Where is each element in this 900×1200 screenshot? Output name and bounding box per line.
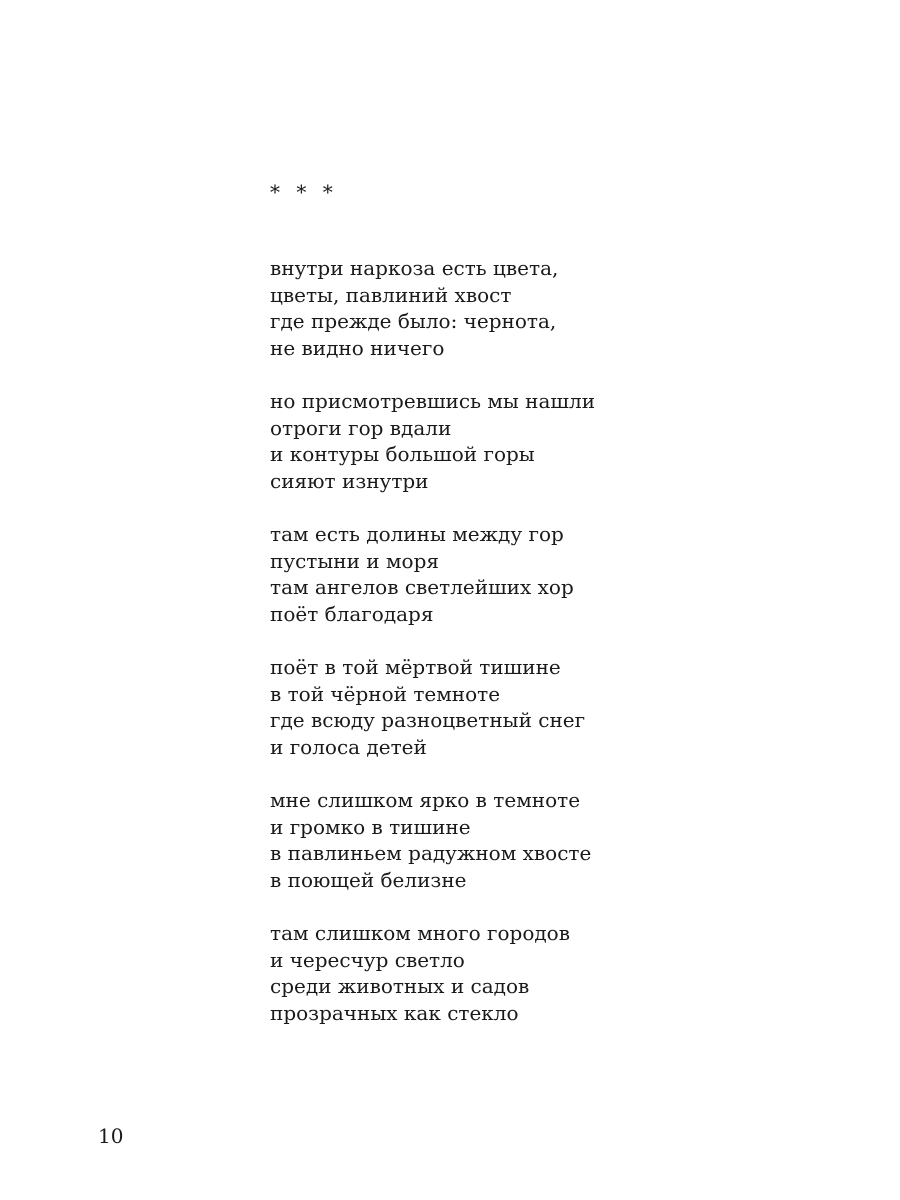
poem-line: там есть долины между гор [270,522,564,546]
stanza-3 [270,521,870,627]
poem-line: и громко в тишине [270,814,471,839]
poem-line: где прежде было: чернота, [270,309,557,333]
poem-line: и чересчур светло [270,947,465,972]
poem-line: среди животных и садов [270,974,530,998]
poem-line: не видно ничего [270,335,445,360]
stanza-6 [270,920,870,1026]
stanza-2 [270,388,870,494]
poem-line: поёт благодаря [270,601,434,626]
stanza-1 [270,255,870,361]
section-separator: * * * [270,180,335,204]
poem-line: и голоса детей [270,734,427,759]
poem-line: пустыни и моря [270,548,440,573]
poem-line: там слишком много городов [270,921,570,945]
poem-line: внутри наркоза есть цвета, [270,256,559,280]
poem-line: там ангелов светлейших хор [270,575,574,599]
poem-line: и контуры большой горы [270,442,535,466]
poem-line: прозрачных как стекло [270,1000,519,1025]
poem-line: поёт в той мёртвой тишине [270,655,561,679]
page-number: 10 [98,1124,124,1148]
poem-line: где всюду разноцветный снег [270,708,586,732]
poem-line: сияют изнутри [270,468,429,493]
stanza-5 [270,787,870,893]
poem [270,255,870,1053]
poem-line: мне слишком ярко в темноте [270,788,581,812]
poem-line: в той чёрной темноте [270,681,501,706]
poem-line: в павлиньем радужном хвосте [270,841,592,865]
poem-line: цветы, павлиний хвост [270,282,512,307]
poem-line: отроги гор вдали [270,415,452,440]
stanza-4 [270,654,870,760]
poem-line: в поющей белизне [270,867,467,892]
poem-line: но присмотревшись мы нашли [270,389,596,413]
